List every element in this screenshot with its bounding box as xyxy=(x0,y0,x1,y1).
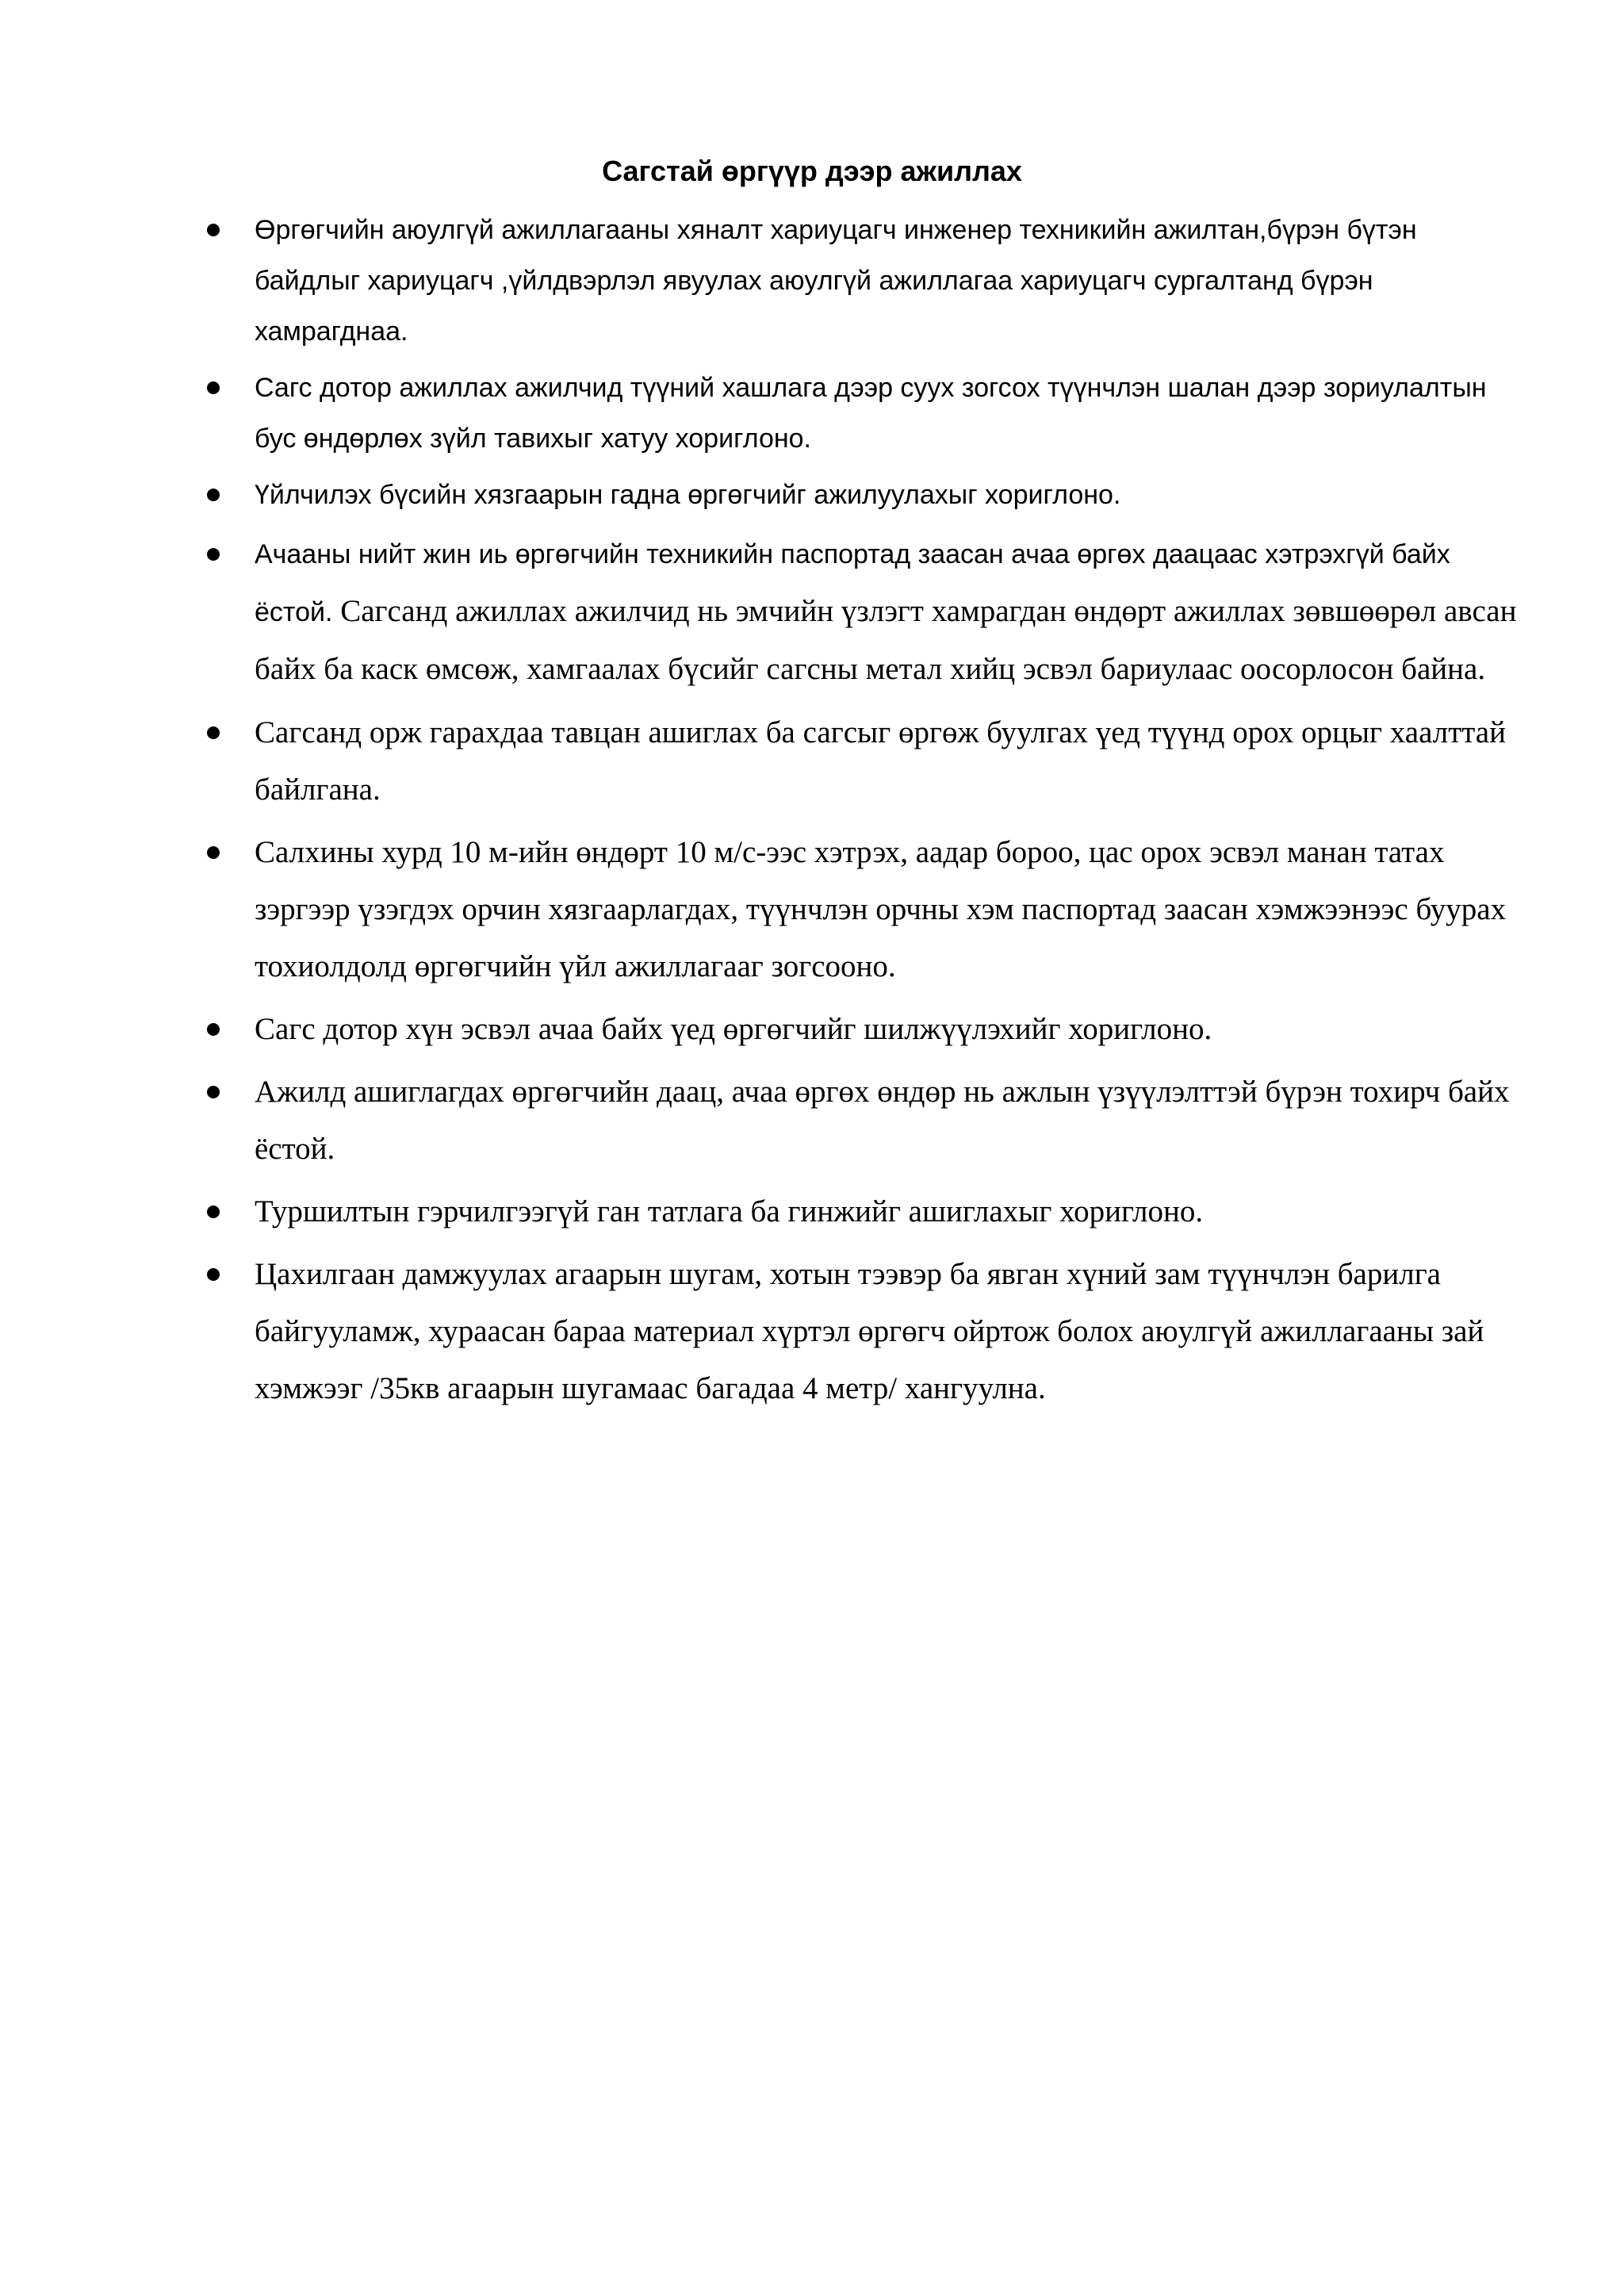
list-item-text: Салхины хурд 10 м-ийн өндөрт 10 м/с-ээс хэтрэх, аадар бороо, цас орох эсвэл манан татах зэргээр үзэгдэх орчин хязгаарлагдах, түүнчлэн орчны хэм паспортад заасан хэмжээнээс буурах тохиолдолд өргөгчийн үйл ажиллагааг зогсооно. xyxy=(255,835,1507,983)
bullet-icon xyxy=(207,1023,220,1036)
list-item xyxy=(201,1183,1517,1240)
document-title: Сагстай өргүүр дээр ажиллах xyxy=(602,155,1022,187)
bullet-icon xyxy=(207,846,220,859)
list-item-text-sans: Ачааны нийт жин иь өргөгчийн техникийн паспортад заасан ачаа өргөх даацаас хэтрэхгүй байх ёстой. xyxy=(255,539,1450,627)
list-item-text: Сагс дотор ажиллах ажилчид түүний хашлага дээр суух зогсох түүнчлэн шалан дээр зориулалтын бус өндөрлөх зүйл тавихыг хатуу хориглоно. xyxy=(255,373,1487,454)
rules-list xyxy=(201,205,1517,1423)
list-item-text: Үйлчилэх бүсийн хязгаарын гадна өргөгчийг ажилуулахыг хориглоно. xyxy=(255,480,1121,510)
list-item-text: Өргөгчийн аюулгүй ажиллагааны хяналт хариуцагч инженер техникийн ажилтан,бүрэн бүтэн байдлыг хариуцагч ,үйлдвэрлэл явуулах аюулгүй ажиллагаа хариуцагч сургалтанд бүрэн хамрагднаа. xyxy=(255,215,1417,347)
list-item xyxy=(201,704,1517,818)
list-item-text: Сагсанд орж гарахдаа тавцан ашиглах ба сагсыг өргөж буулгах үед түүнд орох орцыг хаалттай байлгана. xyxy=(255,715,1506,807)
list-item xyxy=(201,1064,1517,1178)
bullet-icon xyxy=(207,1086,220,1098)
list-item-text-serif: Сагсанд ажиллах ажилчид нь эмчийн үзлэгт хамрагдан өндөрт ажиллах зөвшөөрөл авсан байх ба каск өмсөж, хамгаалах бүсийг сагсны метал хийц эсвэл бариулаас оосорлосон байна. xyxy=(255,594,1517,686)
list-item xyxy=(201,470,1517,520)
bullet-icon xyxy=(207,1268,220,1281)
list-item-text: Цахилгаан дамжуулах агаарын шугам, хотын тээвэр ба явган хүний зам түүнчлэн барилга байгууламж, хураасан бараа материал хүртэл өргөгч ойртож болох аюулгүй ажиллагааны зай хэмжээг /35кв агаарын шугамаас багадаа 4 метр/ хангуулна. xyxy=(255,1257,1484,1405)
list-item xyxy=(201,1001,1517,1058)
bullet-icon xyxy=(207,381,220,394)
list-item xyxy=(201,205,1517,357)
bullet-icon xyxy=(207,489,220,501)
bullet-icon xyxy=(207,224,220,236)
list-item-text: Ажилд ашиглагдах өргөгчийн даац, ачаа өргөх өндөр нь ажлын үзүүлэлттэй бүрэн тохирч байх ёстой. xyxy=(255,1075,1510,1166)
list-item xyxy=(201,1246,1517,1417)
list-item-text: Сагс дотор хүн эсвэл ачаа байх үед өргөгчийг шилжүүлэхийг хориглоно. xyxy=(255,1012,1212,1046)
list-item xyxy=(201,824,1517,995)
bullet-icon xyxy=(207,548,220,561)
list-item-text: Туршилтын гэрчилгээгүй ган татлага ба гинжийг ашиглахыг хориглоно. xyxy=(255,1194,1204,1228)
bullet-icon xyxy=(207,726,220,739)
list-item xyxy=(201,526,1517,699)
bullet-icon xyxy=(207,1205,220,1218)
list-item xyxy=(201,362,1517,464)
list-item-text xyxy=(255,526,1517,699)
